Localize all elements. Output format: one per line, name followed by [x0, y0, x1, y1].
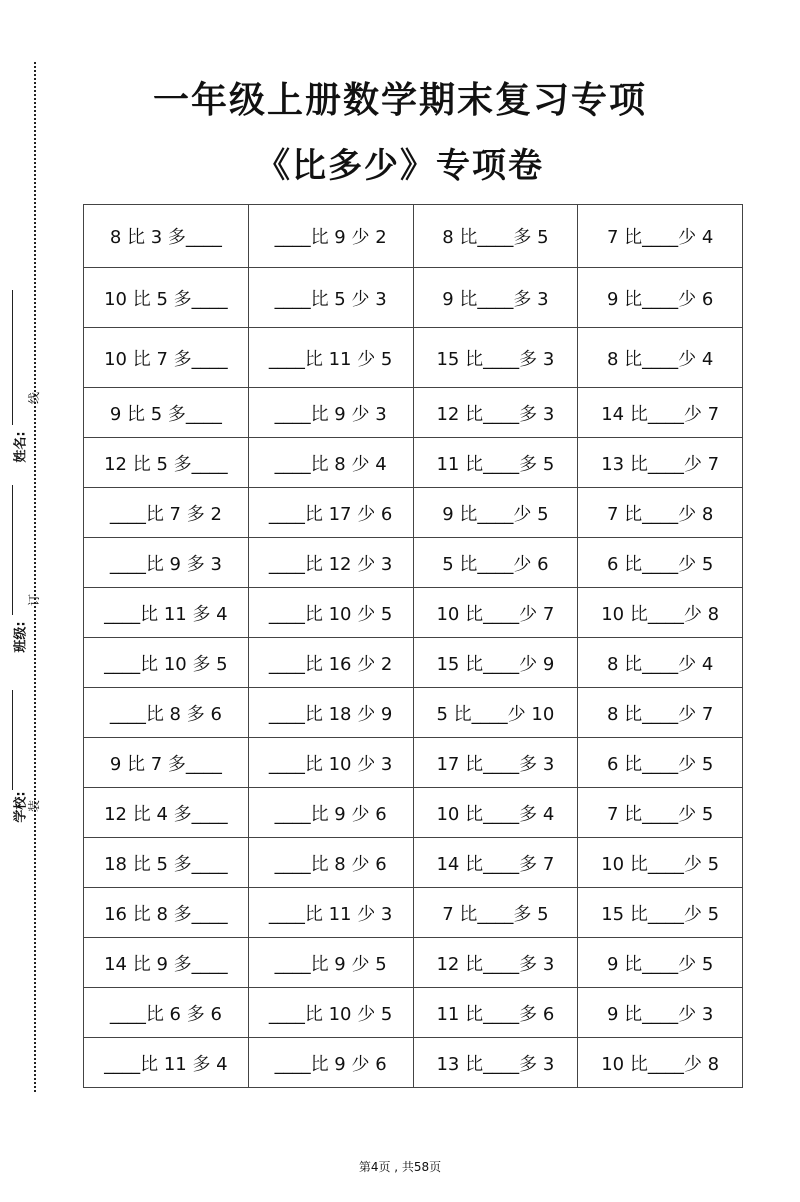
exercise-cell: 12 比 5 多____: [84, 438, 249, 488]
table-row: [84, 205, 743, 268]
exercise-cell: 8 比____少 4: [578, 328, 743, 388]
exercise-cell: ____比 9 少 2: [248, 205, 413, 268]
exercise-cell: 14 比____多 7: [413, 838, 578, 888]
exercise-cell: ____比 10 少 3: [248, 738, 413, 788]
exercise-cell: 5 比____少 10: [413, 688, 578, 738]
exercise-cell: ____比 5 少 3: [248, 268, 413, 328]
table-row: [84, 738, 743, 788]
exercise-cell: 7 比____少 5: [578, 788, 743, 838]
binding-mark-xian: 线: [27, 391, 42, 405]
exercise-cell: ____比 11 少 5: [248, 328, 413, 388]
exercise-cell: ____比 9 少 6: [248, 788, 413, 838]
exercise-cell: 12 比____多 3: [413, 388, 578, 438]
exercise-cell: 7 比____少 8: [578, 488, 743, 538]
page-subtitle: 《比多少》专项卷: [256, 146, 544, 186]
exercise-cell: 11 比____多 6: [413, 988, 578, 1038]
school-label: 学校:: [13, 791, 29, 823]
exercise-cell: 9 比____少 5: [413, 488, 578, 538]
page-title: 一年级上册数学期末复习专项: [152, 80, 647, 121]
exercise-cell: 13 比____少 7: [578, 438, 743, 488]
exercise-cell: ____比 8 多 6: [84, 688, 249, 738]
table-row: [84, 838, 743, 888]
exercise-cell: ____比 9 多 3: [84, 538, 249, 588]
exercise-cell: 10 比 5 多____: [84, 268, 249, 328]
exercise-cell: ____比 11 多 4: [84, 1038, 249, 1088]
exercise-cell: ____比 9 少 6: [248, 1038, 413, 1088]
exercise-cell: 16 比 8 多____: [84, 888, 249, 938]
exercise-cell: ____比 9 少 5: [248, 938, 413, 988]
table-row: [84, 268, 743, 328]
exercise-cell: ____比 17 少 6: [248, 488, 413, 538]
table-row: [84, 1038, 743, 1088]
exercise-cell: ____比 10 少 5: [248, 588, 413, 638]
exercise-cell: 10 比____少 7: [413, 588, 578, 638]
binding-dotted-line: [34, 62, 36, 1092]
exercise-cell: 9 比 7 多____: [84, 738, 249, 788]
exercise-cell: 5 比____少 6: [413, 538, 578, 588]
exercise-cell: ____比 16 少 2: [248, 638, 413, 688]
name-underline: [12, 290, 13, 425]
table-row: [84, 538, 743, 588]
exercise-cell: 10 比____多 4: [413, 788, 578, 838]
class-label: 班级:: [13, 621, 29, 653]
exercise-cell: ____比 6 多 6: [84, 988, 249, 1038]
exercise-cell: 11 比____多 5: [413, 438, 578, 488]
exercise-cell: 9 比____少 3: [578, 988, 743, 1038]
exercise-cell: ____比 10 多 5: [84, 638, 249, 688]
binding-mark-zhuang: 装: [27, 799, 42, 813]
table-row: [84, 388, 743, 438]
table-row: [84, 488, 743, 538]
exercise-cell: 18 比 5 多____: [84, 838, 249, 888]
exercise-cell: 9 比____少 6: [578, 268, 743, 328]
exercise-cell: 10 比 7 多____: [84, 328, 249, 388]
exercise-cell: ____比 11 多 4: [84, 588, 249, 638]
table-row: [84, 438, 743, 488]
class-underline: [12, 485, 13, 615]
exercise-cell: ____比 7 多 2: [84, 488, 249, 538]
exercise-table: [83, 204, 743, 1088]
exercise-cell: 7 比____多 5: [413, 888, 578, 938]
exercise-cell: ____比 11 少 3: [248, 888, 413, 938]
table-row: [84, 888, 743, 938]
page-footer: 第4页 , 共58页: [358, 1160, 442, 1174]
exercise-cell: 17 比____多 3: [413, 738, 578, 788]
table-row: [84, 788, 743, 838]
exercise-cell: 12 比 4 多____: [84, 788, 249, 838]
school-underline: [12, 690, 13, 790]
exercise-cell: 9 比____多 3: [413, 268, 578, 328]
exercise-cell: 9 比 5 多____: [84, 388, 249, 438]
name-label: 姓名:: [13, 431, 29, 463]
exercise-cell: 13 比____多 3: [413, 1038, 578, 1088]
table-row: [84, 588, 743, 638]
exercise-cell: 15 比____少 5: [578, 888, 743, 938]
exercise-cell: 15 比____少 9: [413, 638, 578, 688]
exercise-cell: ____比 8 少 6: [248, 838, 413, 888]
table-row: [84, 988, 743, 1038]
exercise-cell: 8 比 3 多____: [84, 205, 249, 268]
exercise-cell: 10 比____少 8: [578, 1038, 743, 1088]
table-row: [84, 688, 743, 738]
exercise-cell: 8 比____多 5: [413, 205, 578, 268]
exercise-cell: 9 比____少 5: [578, 938, 743, 988]
exercise-cell: 12 比____多 3: [413, 938, 578, 988]
exercise-cell: 6 比____少 5: [578, 538, 743, 588]
exercise-cell: 14 比 9 多____: [84, 938, 249, 988]
exercise-cell: ____比 8 少 4: [248, 438, 413, 488]
table-row: [84, 328, 743, 388]
exercise-cell: ____比 18 少 9: [248, 688, 413, 738]
exercise-cell: 7 比____少 4: [578, 205, 743, 268]
exercise-cell: ____比 12 少 3: [248, 538, 413, 588]
exercise-cell: 14 比____少 7: [578, 388, 743, 438]
exercise-cell: 8 比____少 7: [578, 688, 743, 738]
exercise-cell: 6 比____少 5: [578, 738, 743, 788]
exercise-cell: 10 比____少 5: [578, 838, 743, 888]
exercise-cell: 8 比____少 4: [578, 638, 743, 688]
exercise-cell: 10 比____少 8: [578, 588, 743, 638]
table-row: [84, 638, 743, 688]
table-row: [84, 938, 743, 988]
exercise-cell: ____比 10 少 5: [248, 988, 413, 1038]
exercise-cell: 15 比____多 3: [413, 328, 578, 388]
exercise-cell: ____比 9 少 3: [248, 388, 413, 438]
binding-mark-ding: 订: [27, 593, 42, 607]
